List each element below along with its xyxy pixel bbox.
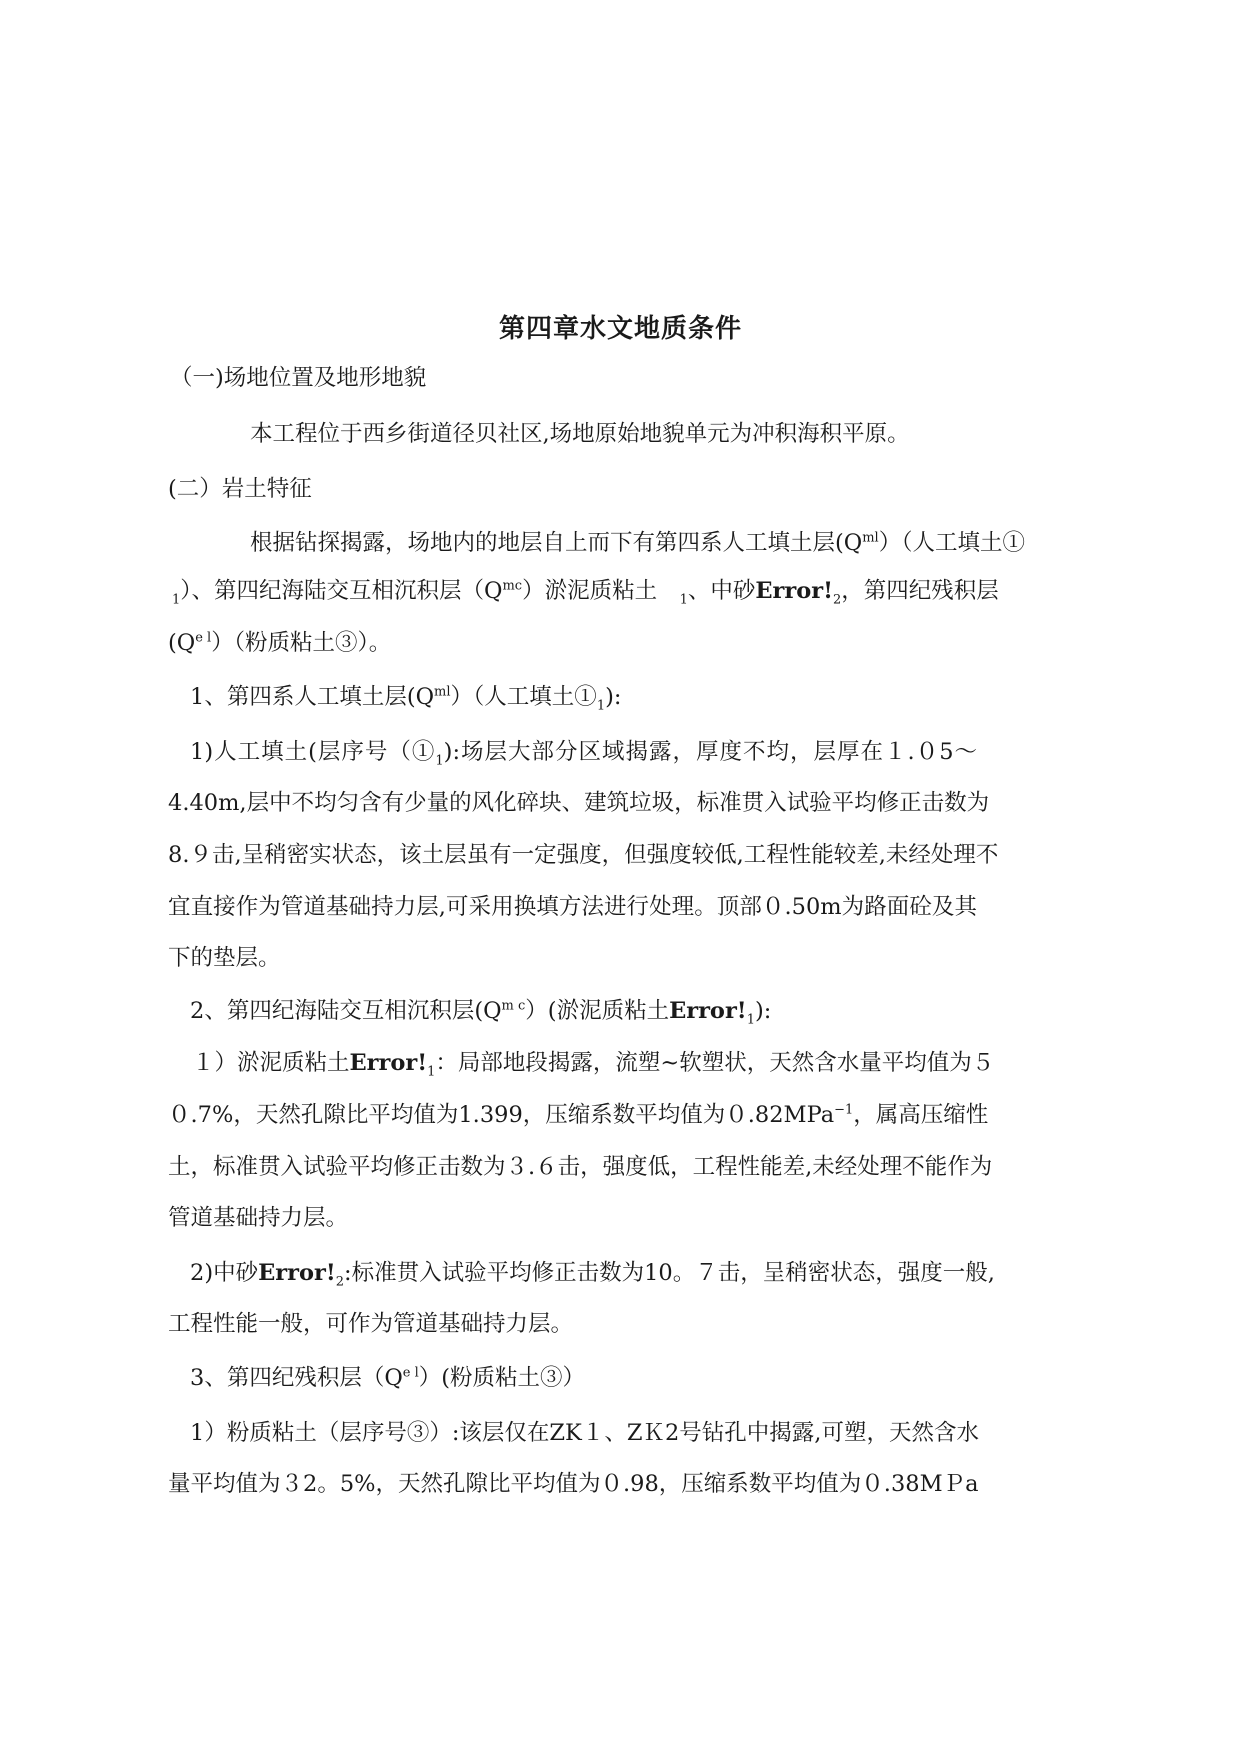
- section-heading-1: （一)场地位置及地形地貌: [170, 365, 427, 391]
- subheading-marine-layer: 2、第四纪海陆交互相沉积层$(Q^{m c})$(淤泥质粘土$Error!_1$):: [190, 998, 772, 1028]
- fill-soil-line-2: 4.40m,层中不均匀含有少量的风化碎块、建筑垃圾，标准贯入试验平均修正击数为: [168, 790, 990, 816]
- fill-soil-line-5: 下的垫层。: [168, 945, 281, 971]
- subheading-residual-layer: 3、第四纪残积层$(Q^{e l})$(粉质粘土③）: [190, 1365, 586, 1391]
- muddy-clay-line-1: １）淤泥质粘土$Error!_1$：局部地段揭露，流塑~软塑状，天然含水量平均值为５: [192, 1050, 995, 1080]
- section-heading-2: (二）岩土特征: [168, 476, 312, 502]
- silty-clay-line-2: 量平均值为３2。5%，天然孔隙比平均值为０.98，压缩系数平均值为０.38MＰa: [168, 1471, 979, 1497]
- fill-soil-line-1: 1)人工填土(层序号$(①_1)$:场层大部分区域揭露，厚度不均，层厚在１.０5～: [190, 739, 978, 769]
- muddy-clay-line-2: ０.7%，天然孔隙比平均值为1.399，压缩系数平均值为０.82MPa$^{-1}$，属高压缩性: [168, 1102, 989, 1128]
- strata-overview-line-2: $_1$）、第四纪海陆交互相沉积层$(Q^{mc})$淤泥质粘土 $_1$、中砂$Error!_2$，第四纪残积层: [172, 578, 999, 608]
- fill-soil-line-4: 宜直接作为管道基础持力层,可采用换填方法进行处理。顶部０.50m为路面砼及其: [168, 894, 977, 920]
- strata-overview-line-1: 根据钻探揭露，场地内的地层自上而下有第四系人工填土层$(Q^{ml})$（人工填土①: [250, 530, 1025, 556]
- silty-clay-line-1: 1）粉质粘土（层序号③）:该层仅在ZK１、ZＫ2号钻孔中揭露,可塑，天然含水: [190, 1420, 979, 1446]
- muddy-clay-line-4: 管道基础持力层。: [168, 1205, 349, 1231]
- muddy-clay-line-3: 土，标准贯入试验平均修正击数为３.６击，强度低，工程性能差,未经处理不能作为: [168, 1154, 993, 1180]
- chapter-title: 第四章水文地质条件: [498, 314, 742, 344]
- strata-overview-line-3: $(Q^{e l})$（粉质粘土③）。: [168, 630, 392, 656]
- medium-sand-line-1: 2)中砂$Error!_2$:标准贯入试验平均修正击数为10。７击，呈稍密状态，强度一般,: [190, 1260, 995, 1290]
- site-location-paragraph: 本工程位于西乡街道径贝社区,场地原始地貌单元为冲积海积平原。: [250, 421, 910, 447]
- medium-sand-line-2: 工程性能一般，可作为管道基础持力层。: [168, 1311, 574, 1337]
- fill-soil-line-3: 8.９击,呈稍密实状态，该土层虽有一定强度，但强度较低,工程性能较差,未经处理不: [168, 842, 999, 868]
- subheading-fill-layer: 1、第四系人工填土层$(Q^{ml})$（人工填土$①_1$):: [190, 684, 622, 714]
